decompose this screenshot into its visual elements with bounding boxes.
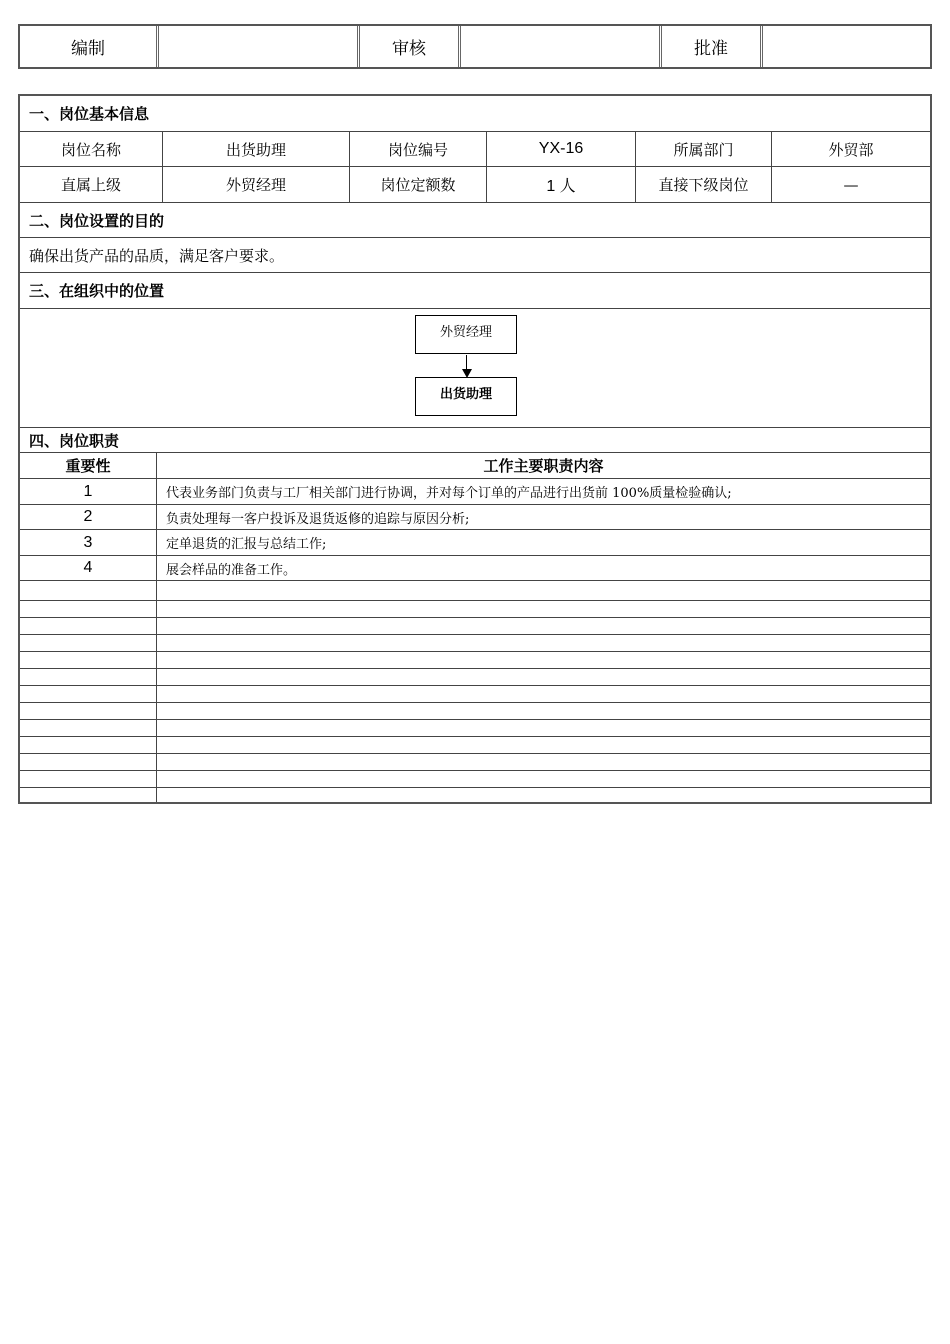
info-value-supervisor: 外贸经理 [163, 167, 350, 202]
empty-row [20, 635, 930, 652]
prepared-label: 编制 [20, 26, 159, 67]
info-label-department: 所属部门 [636, 132, 772, 166]
empty-cell [20, 686, 157, 702]
empty-cell [20, 720, 157, 736]
empty-row [20, 754, 930, 771]
empty-cell [157, 720, 930, 736]
empty-cell [20, 788, 157, 802]
empty-cell [157, 771, 930, 787]
info-label-subordinates: 直接下级岗位 [636, 167, 772, 202]
approved-label: 批准 [662, 26, 763, 67]
org-arrow-down-icon [462, 369, 472, 378]
approval-table [18, 24, 932, 69]
info-label-position-name: 岗位名称 [20, 132, 163, 166]
empty-cell [20, 618, 157, 634]
org-box-superior: 外贸经理 [415, 315, 517, 354]
table-row [20, 530, 930, 556]
empty-cell [20, 771, 157, 787]
duty-text: 代表业务部门负责与工厂相关部门进行协调，并对每个订单的产品进行出货前 100%质量检验确认; [166, 486, 732, 501]
empty-cell [20, 669, 157, 685]
empty-cell [157, 703, 930, 719]
table-row [20, 556, 930, 581]
table-row [20, 479, 930, 505]
info-row-1 [20, 132, 930, 167]
table-row [20, 505, 930, 530]
duties-col-content: 工作主要职责内容 [483, 457, 604, 475]
duty-text: 负责处理每一客户投诉及退货返修的追踪与原因分析; [166, 511, 470, 527]
empty-cell [20, 754, 157, 770]
duty-text: 展会样品的准备工作。 [166, 562, 297, 578]
prepared-field[interactable] [159, 26, 360, 67]
info-label-position-code: 岗位编号 [350, 132, 487, 166]
empty-cell [20, 703, 157, 719]
empty-cell [157, 669, 930, 685]
approved-field[interactable] [763, 26, 930, 67]
org-box-position: 出货助理 [415, 377, 517, 416]
empty-cell [157, 581, 930, 600]
empty-row [20, 720, 930, 737]
reviewed-label: 审核 [360, 26, 461, 67]
empty-cell [157, 635, 930, 651]
empty-row [20, 703, 930, 720]
empty-row [20, 581, 930, 601]
duties-header-row [20, 453, 930, 479]
duty-rank: 1 [20, 479, 157, 504]
section-duties-title: 四、岗位职责 [20, 428, 930, 453]
duty-rank: 3 [20, 530, 157, 555]
empty-cell [20, 635, 157, 651]
section-basic-info-title: 一、岗位基本信息 [20, 96, 930, 132]
empty-cell [157, 601, 930, 617]
empty-cell [20, 652, 157, 668]
duty-rank: 2 [20, 505, 157, 529]
duties-col-importance: 重要性 [20, 453, 157, 478]
empty-cell [20, 581, 157, 600]
info-value-subordinates: — [843, 175, 859, 194]
info-label-headcount: 岗位定额数 [350, 167, 487, 202]
info-value-position-code: YX-16 [487, 132, 636, 166]
empty-row [20, 618, 930, 635]
reviewed-field[interactable] [461, 26, 662, 67]
empty-row [20, 652, 930, 669]
empty-cell [157, 652, 930, 668]
empty-row [20, 601, 930, 618]
info-value-department: 外贸部 [828, 140, 874, 159]
section-purpose-title: 二、岗位设置的目的 [20, 203, 930, 238]
org-chart [20, 309, 930, 428]
empty-row [20, 788, 930, 802]
empty-cell [20, 601, 157, 617]
duty-text: 定单退货的汇报与总结工作; [166, 537, 327, 552]
info-label-supervisor: 直属上级 [20, 167, 163, 202]
purpose-text: 确保出货产品的品质，满足客户要求。 [20, 238, 930, 273]
job-description-table [18, 94, 932, 804]
empty-cell [157, 618, 930, 634]
empty-row [20, 686, 930, 703]
empty-cell [157, 737, 930, 753]
section-org-title: 三、在组织中的位置 [20, 273, 930, 309]
info-value-headcount: 1 人 [487, 167, 636, 202]
empty-row [20, 669, 930, 686]
info-value-position-name: 出货助理 [163, 132, 350, 166]
info-row-2 [20, 167, 930, 203]
empty-cell [20, 737, 157, 753]
empty-cell [157, 686, 930, 702]
empty-row [20, 771, 930, 788]
empty-row [20, 737, 930, 754]
empty-cell [157, 788, 930, 802]
empty-cell [157, 754, 930, 770]
duty-rank: 4 [20, 556, 157, 580]
